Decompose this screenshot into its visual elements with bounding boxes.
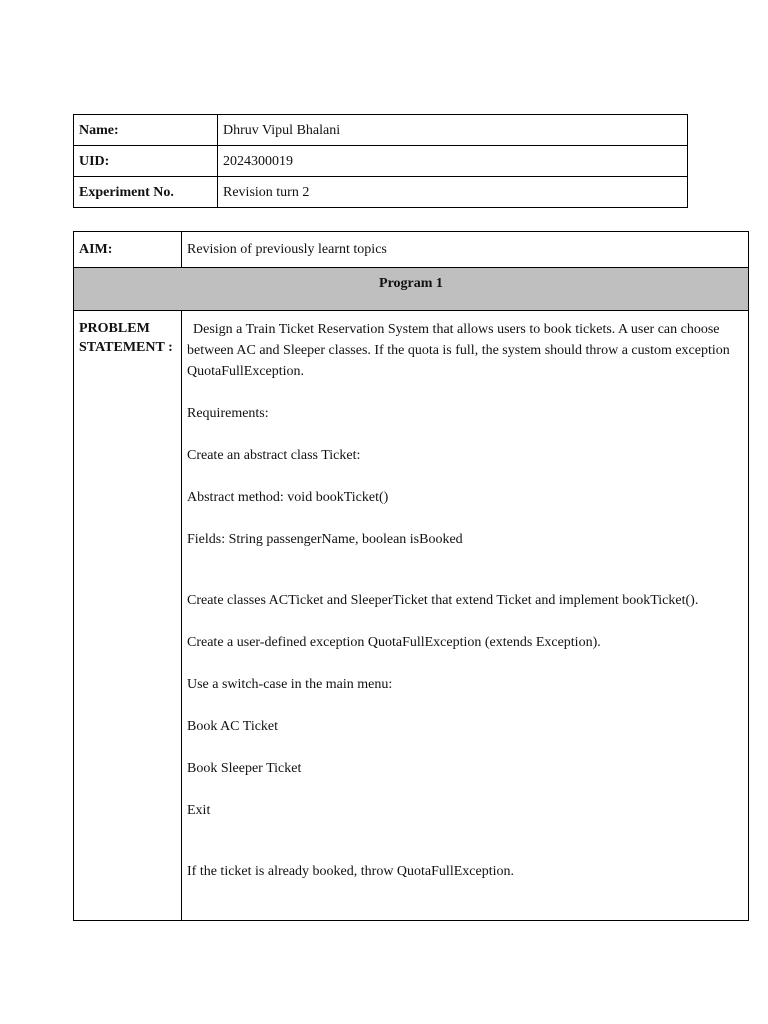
ps-paragraph: Book AC Ticket: [187, 719, 279, 734]
problem-statement-row: [74, 311, 749, 921]
ps-paragraph: Create classes ACTicket and SleeperTicket that extend Ticket and implement bookTicket().: [187, 593, 699, 608]
program-header-row: [74, 268, 749, 311]
uid-value: 2024300019: [218, 146, 688, 177]
uid-label: UID:: [74, 146, 218, 177]
ps-paragraph: Use a switch-case in the main menu:: [187, 677, 393, 692]
name-row: [74, 115, 688, 146]
aim-row: [74, 232, 749, 268]
name-value: Dhruv Vipul Bhalani: [218, 115, 688, 146]
ps-paragraph: Exit: [187, 803, 211, 818]
ps-paragraph: If the ticket is already booked, throw QuotaFullException.: [187, 864, 514, 879]
ps-paragraph: Requirements:: [187, 406, 269, 421]
problem-statement-label: [74, 311, 182, 921]
ps-paragraph: Book Sleeper Ticket: [187, 761, 302, 776]
problem-statement-content: [182, 311, 749, 921]
aim-label: AIM:: [74, 232, 182, 268]
program-title: Program 1: [74, 268, 749, 311]
experiment-table: [73, 231, 749, 921]
problem-statement-label-line2: STATEMENT :: [79, 340, 173, 355]
experiment-label: Experiment No.: [74, 177, 218, 208]
experiment-value: Revision turn 2: [218, 177, 688, 208]
uid-row: [74, 146, 688, 177]
experiment-row: [74, 177, 688, 208]
name-label: Name:: [74, 115, 218, 146]
ps-paragraph: Create an abstract class Ticket:: [187, 448, 361, 463]
problem-statement-label-line1: PROBLEM: [79, 321, 150, 336]
ps-paragraph: Fields: String passengerName, boolean isBooked: [187, 532, 463, 547]
ps-paragraph: Create a user-defined exception QuotaFullException (extends Exception).: [187, 635, 601, 650]
student-info-table: [73, 114, 688, 208]
aim-value: Revision of previously learnt topics: [182, 232, 749, 268]
ps-paragraph: Design a Train Ticket Reservation System that allows users to book tickets. A user can choose between AC and Sleeper classes. If the quota is full, the system should throw a custom exception QuotaFullException.: [187, 322, 730, 379]
ps-paragraph: Abstract method: void bookTicket(): [187, 490, 389, 505]
